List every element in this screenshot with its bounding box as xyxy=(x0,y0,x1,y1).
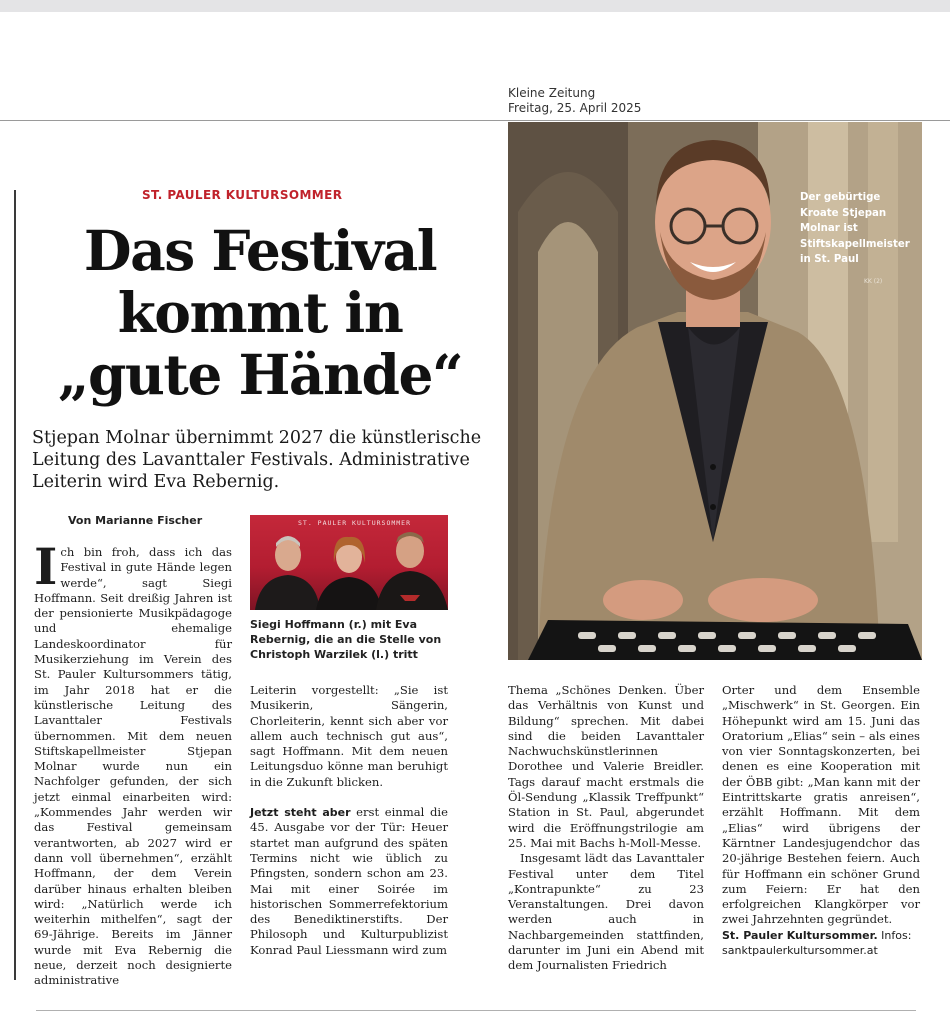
column-2-paragraph-2: erst einmal die 45. Ausgabe vor der Tür: Heuer startet man aufgrund des späten Termins nicht wie üblich zu Pfingsten, sondern schon am 23. Mai mit einer Soirée im historischen Sommerrefektorium des Benediktinerstifts. Der Philosoph und Kulturpublizist Konrad Paul Liessmann wird zum xyxy=(250,805,448,957)
photo-banner-text: ST. PAULER KULTURSOMMER xyxy=(298,519,412,527)
text-column-4 xyxy=(722,683,920,958)
column-1-text: ch bin froh, dass ich das Festival in gute Hände legen werde“, sagt Siegi Hoffmann. Seit dreißig Jahren ist der pensionierte Musikpädagoge und ehemalige Landeskoordinator für Musikerziehung im Verein des St. Pauler Kultursommers tätig, im Jahr 2018 hat er die künstlerische Leitung des Lavanttaler Festivals übernommen. Mit dem neuen Stiftskapellmeister Stjepan Molnar wurde nun ein Nachfolger gefunden, der sich jetzt einmal einarbeiten wird: „Kommendes Jahr werden wir das Festival gemeinsam verantworten, ab 2027 wird er dann voll übernehmen“, erzählt Hoffmann, der dem Verein darüber hinaus erhalten bleiben wird: „Natürlich werde ich weiterhin mithelfen“, sagt der 69-Jährige. Bereits im Jänner wurde mit Eva Rebernig die neue, derzeit noch designierte administrative xyxy=(34,545,232,988)
left-margin-rule xyxy=(14,190,16,980)
small-photo-caption: Siegi Hoffmann (r.) mit Eva Rebernig, die an die Stelle von Christoph Warzilek (l.) tritt xyxy=(250,618,442,661)
text-column-3 xyxy=(508,683,704,974)
info-lead-in: St. Pauler Kultursommer. xyxy=(722,928,878,942)
masthead xyxy=(508,86,641,116)
column-3-paragraph-2: Insgesamt lädt das Lavanttaler Festival unter dem Titel „Kontrapunkte“ zu 23 Veranstaltungen. Drei davon werden auch in Nachbargemeinden stattfinden, darunter im Juni ein Abend mit dem Journalisten Friedrich xyxy=(508,851,704,973)
photo-credit: KK (2) xyxy=(864,278,883,285)
info-text: Infos: sanktpaulerkultursommer.at xyxy=(722,928,912,958)
column-2-paragraph-1: Leiterin vorgestellt: „Sie ist Musikerin, Sängerin, Chorleiterin, kennt sich aber vor allem auch technisch gut aus“, sagt Hoffmann. Mit dem neuen Leitungsduo könne man beruhigt in die Zukunft blicken. xyxy=(250,683,448,789)
article-kicker: ST. PAULER KULTURSOMMER xyxy=(142,188,343,202)
column-4-paragraph-1: Orter und dem Ensemble „Mischwerk“ in St. Georgen. Ein Höhepunkt wird am 15. Juni das Oratorium „Elias“ sein – als eines von vier Sonntagskonzerten, bei denen es eine Kooperation mit der ÖBB gibt: „Man kann mit der Eintrittskarte gratis anreisen“, erzählt Hoffmann. Mit dem „Elias“ wird übrigens der Kärntner Landesjugendchor das 20-jährige Bestehen feiern. Auch für Hoffmann ein schöner Grund zum Feiern: Er hat den erfolgreichen Klangkörper vor zwei Jahrzehnten gegründet. xyxy=(722,683,920,927)
people-illustration xyxy=(250,515,448,610)
article-headline xyxy=(30,220,490,406)
dropcap: I xyxy=(34,537,58,596)
main-photo-caption: Der gebürtige Kroate Stjepan Molnar ist Stiftskapellmeister in St. Paul xyxy=(800,192,910,265)
issue-date: Freitag, 25. April 2025 xyxy=(508,101,642,115)
headline-line-2: kommt in xyxy=(117,280,403,345)
headline-line-3: „gute Hände“ xyxy=(57,342,463,407)
column-3-paragraph-1: Thema „Schönes Denken. Über das Verhältnis von Kunst und Bildung“ sprechen. Mit dabei sind die beiden Lavanttaler Nachwuchskünstlerinnen Dorothee und Valerie Breidler. Tags darauf macht erstmals die Öl-Sendung „Klassik Treffpunkt“ Station in St. Paul, abgerundet wird die Eröffnungstrilogie am 25. Mai mit Bachs h-Moll-Messe. xyxy=(508,683,704,850)
article-subheadline: Stjepan Molnar übernimmt 2027 die künstlerische Leitung des Lavanttaler Festivals. Administrative Leiterin wird Eva Rebernig. xyxy=(32,428,482,492)
footer-rule xyxy=(36,1010,916,1011)
top-toolbar-strip xyxy=(0,0,950,12)
text-column-2 xyxy=(250,683,448,958)
small-photo-three-people xyxy=(250,515,448,610)
header-rule xyxy=(0,120,950,121)
newspaper-name: Kleine Zeitung xyxy=(508,86,596,100)
byline: Von Marianne Fischer xyxy=(68,514,203,527)
column-2-lead-in: Jetzt steht aber xyxy=(250,806,351,820)
headline-line-1: Das Festival xyxy=(83,218,437,283)
text-column-1 xyxy=(34,537,232,989)
